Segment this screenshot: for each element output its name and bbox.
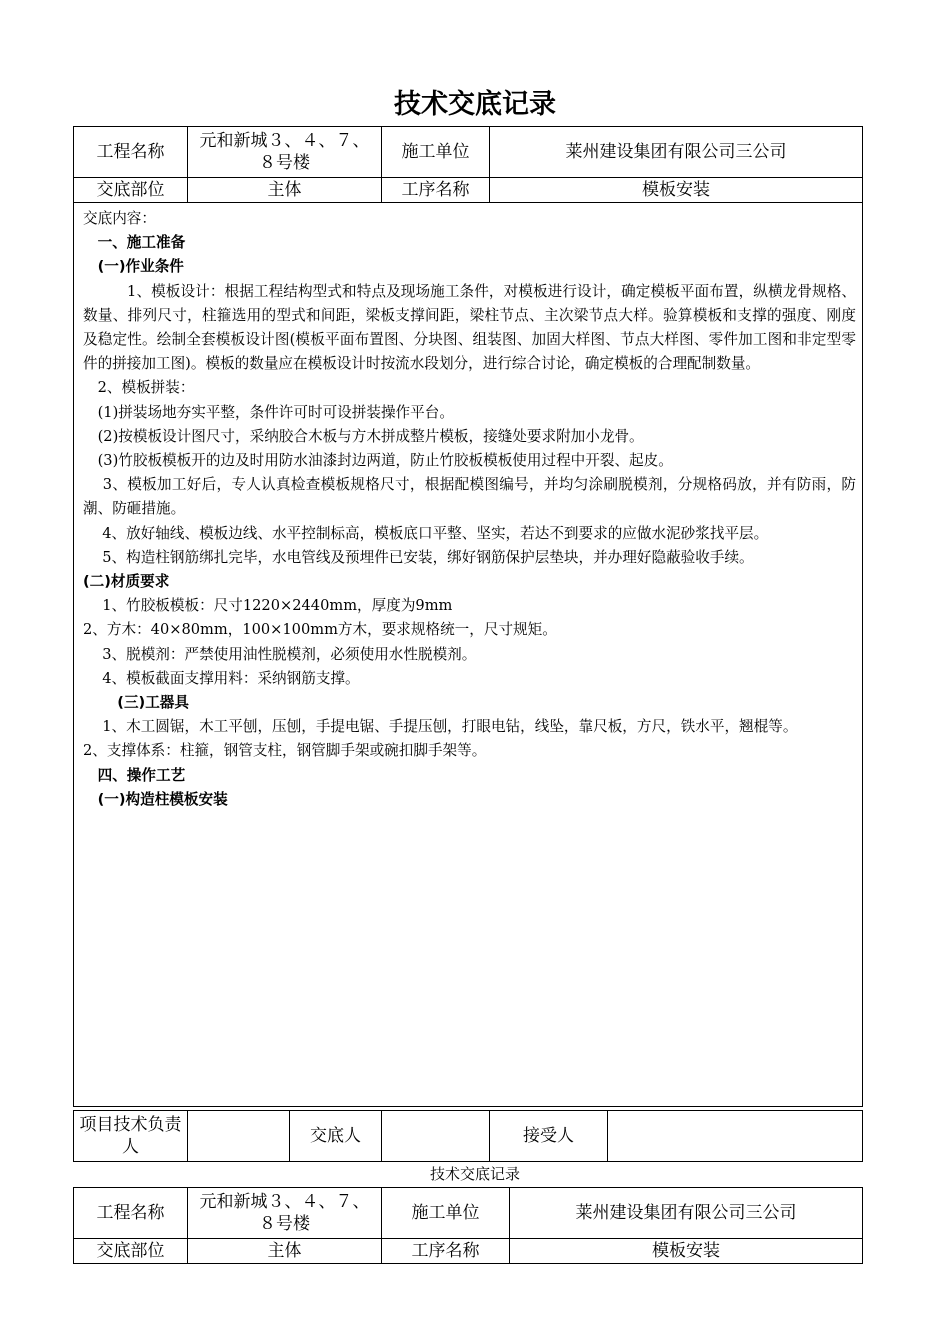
second-page-title: 技术交底记录	[429, 1165, 520, 1183]
process-label: 工序名称	[382, 1239, 510, 1264]
content-cell	[74, 203, 863, 1107]
subsection-heading: (一)构造柱模板安装	[83, 790, 228, 808]
paragraph: 3、模板加工好后，专人认真检查模板规格尺寸，根据配模图编号，并均匀涂刷脱模剂，分规格码放，并有防雨，防潮、防砸措施。	[83, 476, 856, 518]
section-heading: 一、施工准备	[83, 234, 186, 252]
project-name-label: 工程名称	[74, 127, 188, 178]
paragraph: 5、构造柱钢筋绑扎完毕，水电管线及预埋件已安装，绑好钢筋保护层垫块，并办理好隐蔽验收手续。	[83, 548, 754, 566]
paragraph: 3、脱模剂：严禁使用油性脱模剂，必须使用水性脱模剂。	[83, 645, 477, 663]
process-value: 模板安装	[510, 1239, 863, 1264]
project-name-label: 工程名称	[74, 1188, 188, 1239]
receiver-signature	[608, 1111, 863, 1162]
paragraph: 1、木工圆锯，木工平刨，压刨，手提电锯、手提压刨，打眼电钻，线坠，靠尺板，方尺，铁水平，翘棍等。	[83, 718, 798, 736]
signature-table	[73, 1110, 863, 1162]
process-label: 工序名称	[382, 178, 490, 203]
second-header-table	[73, 1187, 863, 1264]
page-title: 技术交底记录	[394, 89, 556, 120]
receiver-label: 接受人	[490, 1111, 608, 1162]
paragraph: 4、模板截面支撑用料：采纳钢筋支撑。	[83, 669, 360, 687]
paragraph: 1、模板设计：根据工程结构型式和特点及现场施工条件，对模板进行设计，确定模板平面布置，纵横龙骨规格、数量、排列尺寸，柱箍选用的型式和间距，梁板支撑间距，梁柱节点、主次梁节点大样。验算模板和支撑的强度、刚度及稳定性。绘制全套模板设计图(模板平面布置图、分块图、组装图、加固大样图、节点大样图、零件加工图和非定型零件的拼接加工图)。模板的数量应在模板设计时按流水段划分，进行综合讨论，确定模板的合理配制数量。	[83, 282, 856, 373]
contractor-label: 施工单位	[382, 1188, 510, 1239]
paragraph: (1)拼装场地夯实平整，条件许可时可设拼装操作平台。	[83, 403, 454, 421]
contractor-value: 莱州建设集团有限公司三公司	[510, 1188, 863, 1239]
discloser-signature	[382, 1111, 490, 1162]
part-value: 主体	[188, 178, 382, 203]
paragraph: 4、放好轴线、模板边线、水平控制标高，模板底口平整、坚实，若达不到要求的应做水泥砂浆找平层。	[83, 524, 769, 542]
content-intro: 交底内容：	[83, 210, 156, 227]
project-name-value: 元和新城３、４、７、８号楼	[188, 1188, 382, 1239]
paragraph: 2、模板拼装：	[83, 379, 195, 397]
tech-lead-signature	[188, 1111, 290, 1162]
part-label: 交底部位	[74, 178, 188, 203]
part-label: 交底部位	[74, 1239, 188, 1264]
subsection-heading: (一)作业条件	[83, 258, 184, 276]
tech-lead-label: 项目技术负责人	[74, 1111, 188, 1162]
paragraph: 2、方木：40×80mm，100×100mm方木，要求规格统一，尺寸规矩。	[83, 621, 557, 639]
discloser-label: 交底人	[290, 1111, 382, 1162]
process-value: 模板安装	[490, 178, 863, 203]
paragraph: 2、支撑体系：柱箍，钢管支柱，钢管脚手架或碗扣脚手架等。	[83, 742, 487, 760]
project-name-value: 元和新城３、４、７、８号楼	[188, 127, 382, 178]
subsection-heading: (三)工器具	[83, 694, 189, 712]
paragraph: (2)按模板设计图尺寸，采纳胶合木板与方木拼成整片模板，接缝处要求附加小龙骨。	[83, 427, 644, 445]
part-value: 主体	[188, 1239, 382, 1264]
contractor-value: 莱州建设集团有限公司三公司	[490, 127, 863, 178]
section-heading: 四、操作工艺	[83, 766, 186, 784]
header-table	[73, 126, 863, 1107]
paragraph: 1、竹胶板模板：尺寸1220×2440mm，厚度为9mm	[83, 597, 453, 615]
subsection-heading: (二)材质要求	[83, 573, 170, 591]
paragraph: (3)竹胶板模板开的边及时用防水油漆封边两道，防止竹胶板模板使用过程中开裂、起皮。	[83, 452, 673, 470]
contractor-label: 施工单位	[382, 127, 490, 178]
